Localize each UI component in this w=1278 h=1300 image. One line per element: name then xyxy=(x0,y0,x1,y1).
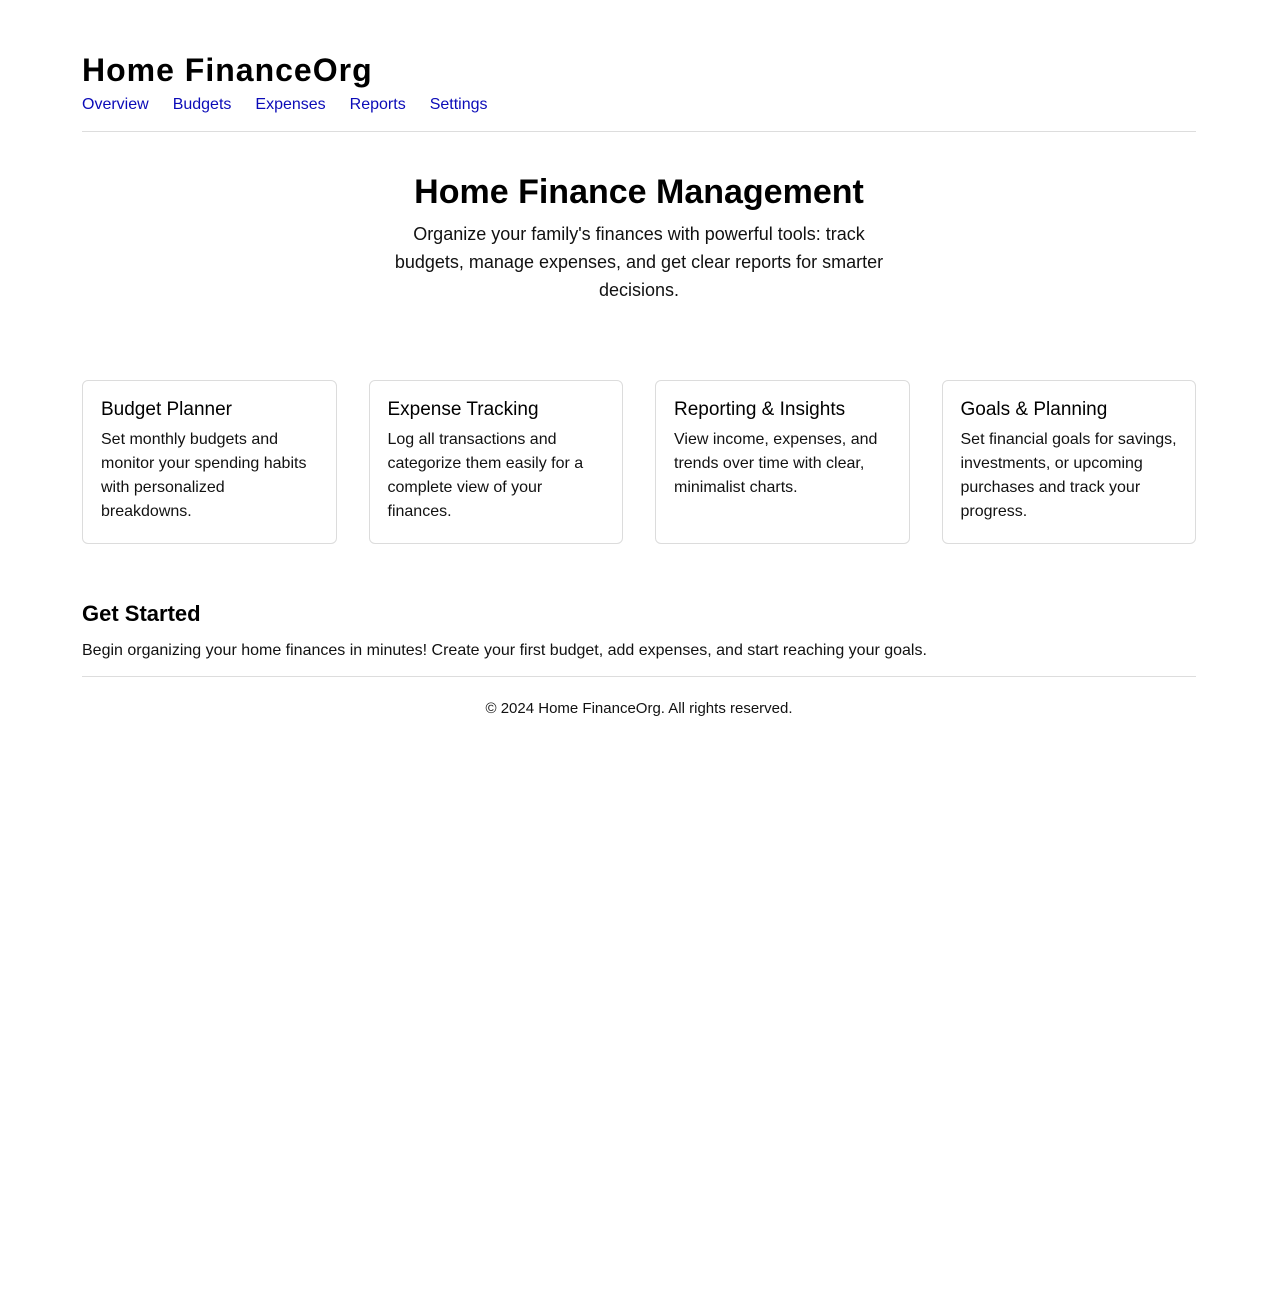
nav-link-expenses[interactable]: Expenses xyxy=(255,96,326,113)
main-nav xyxy=(82,94,1196,116)
footer-copyright: © 2024 Home FinanceOrg. All rights reserved. xyxy=(485,700,793,717)
nav-link-overview[interactable]: Overview xyxy=(82,96,149,113)
get-started-text: Begin organizing your home finances in minutes! Create your first budget, add expenses, and start reaching your goals. xyxy=(82,642,927,659)
nav-link-settings[interactable]: Settings xyxy=(429,96,488,113)
feature-card-description: View income, expenses, and trends over time with clear, minimalist charts. xyxy=(674,431,878,496)
site-header xyxy=(82,0,1196,132)
page xyxy=(82,0,1196,719)
feature-card-description: Set monthly budgets and monitor your spending habits with personalized breakdowns. xyxy=(101,431,307,520)
features-grid xyxy=(82,380,1196,544)
get-started-section xyxy=(82,600,1196,662)
get-started-title: Get Started xyxy=(82,601,201,626)
hero-title: Home Finance Management xyxy=(414,173,864,211)
feature-card-reporting-insights xyxy=(655,380,910,544)
hero-subtitle: Organize your family's finances with powerful tools: track budgets, manage expenses, and get clear reports for smarter decisions. xyxy=(394,224,884,300)
feature-card-goals-planning xyxy=(942,380,1197,544)
feature-card-description: Log all transactions and categorize them easily for a complete view of your finances. xyxy=(387,431,584,520)
feature-card-budget-planner xyxy=(82,380,337,544)
feature-card-description: Set financial goals for savings, investments, or upcoming purchases and track your progress. xyxy=(960,431,1177,520)
feature-card-expense-tracking xyxy=(369,380,624,544)
feature-card-title: Budget Planner xyxy=(101,399,232,420)
nav-link-reports[interactable]: Reports xyxy=(349,96,406,113)
brand-title: Home FinanceOrg xyxy=(82,52,373,88)
nav-link-budgets[interactable]: Budgets xyxy=(172,96,232,113)
feature-card-title: Goals & Planning xyxy=(960,399,1108,420)
hero-section xyxy=(82,132,1196,304)
site-footer xyxy=(82,676,1196,719)
feature-card-title: Expense Tracking xyxy=(387,399,539,420)
feature-card-title: Reporting & Insights xyxy=(674,399,846,420)
